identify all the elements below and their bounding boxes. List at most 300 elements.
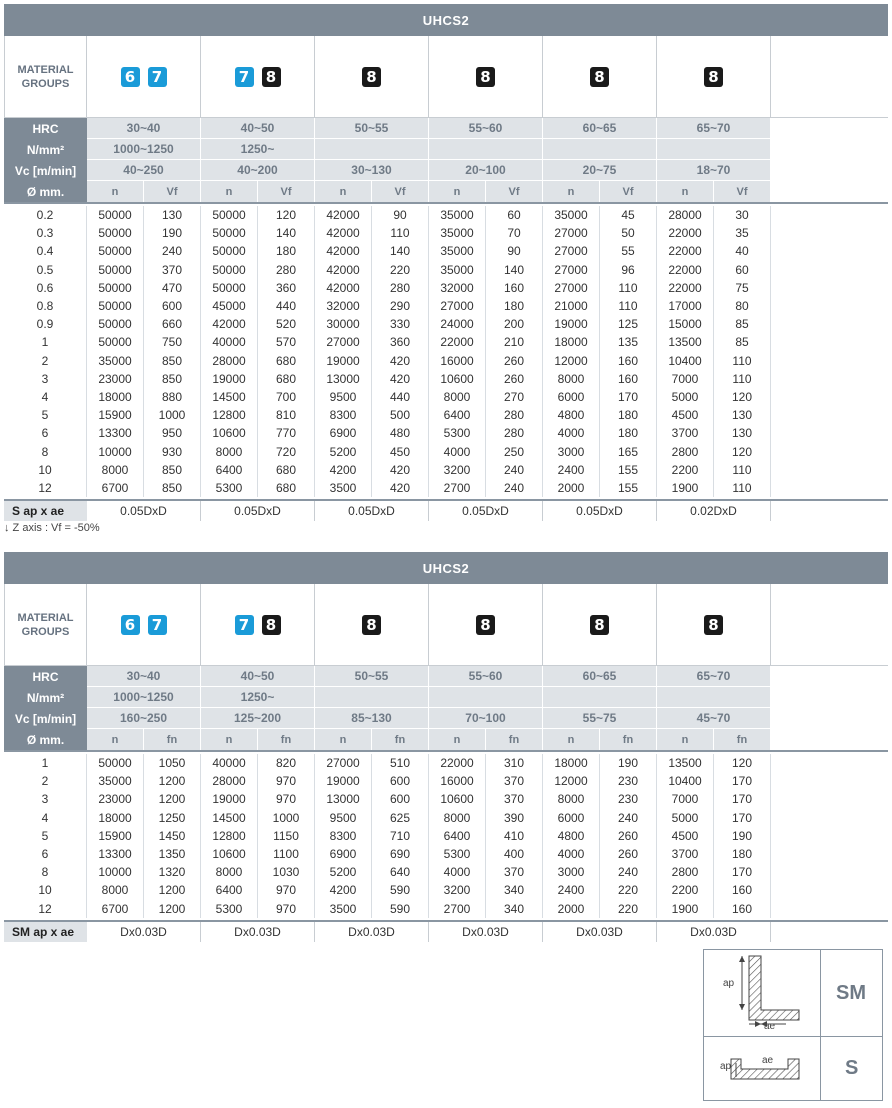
value-cell: 950 <box>144 424 201 442</box>
value-cell: 3200 <box>429 461 486 479</box>
value-cell: 12000 <box>543 352 600 370</box>
subheader-n: n <box>429 181 486 202</box>
value-cell: 14500 <box>201 809 258 827</box>
row-filler <box>771 772 888 790</box>
footer-filler <box>771 501 888 521</box>
value-cell: 280 <box>486 424 543 442</box>
value-cell: 4500 <box>657 827 714 845</box>
value-cell: 10600 <box>429 370 486 388</box>
diameter-cell: 4 <box>4 809 87 827</box>
hrc-row-label: HRC <box>4 118 87 139</box>
row-filler <box>771 754 888 772</box>
value-cell: 170 <box>714 772 771 790</box>
value-cell: 180 <box>600 424 657 442</box>
value-cell: 1200 <box>144 881 201 899</box>
table-row <box>4 297 888 315</box>
value-cell: 3000 <box>543 442 600 460</box>
value-cell: 5300 <box>429 845 486 863</box>
value-cell: 310 <box>486 754 543 772</box>
value-cell: 170 <box>714 790 771 808</box>
value-cell: 240 <box>600 809 657 827</box>
row-filler <box>771 206 888 224</box>
value-cell: 23000 <box>87 790 144 808</box>
value-cell: 50000 <box>87 242 144 260</box>
row-filler <box>771 333 888 351</box>
material-group-badge: 8 <box>704 615 723 635</box>
value-cell: 35000 <box>543 206 600 224</box>
footer-value: 0.05DxD <box>315 501 429 521</box>
value-cell: 190 <box>600 754 657 772</box>
value-cell: 9500 <box>315 388 372 406</box>
row-filler <box>771 352 888 370</box>
value-cell: 240 <box>486 461 543 479</box>
value-cell: 42000 <box>315 279 372 297</box>
value-cell: 27000 <box>543 224 600 242</box>
value-cell: 750 <box>144 333 201 351</box>
header-filler <box>771 36 888 117</box>
material-group-cell <box>543 36 657 117</box>
value-cell: 32000 <box>429 279 486 297</box>
value-cell: 370 <box>486 772 543 790</box>
value-cell: 22000 <box>657 261 714 279</box>
value-cell: 1320 <box>144 863 201 881</box>
value-cell: 850 <box>144 479 201 497</box>
value-cell: 40 <box>714 242 771 260</box>
table-row <box>4 406 888 424</box>
value-cell: 2200 <box>657 461 714 479</box>
value-cell: 160 <box>714 900 771 918</box>
value-cell: 220 <box>372 261 429 279</box>
table-row <box>4 881 888 899</box>
material-group-badge: 8 <box>704 67 723 87</box>
row-filler <box>771 442 888 460</box>
ae-label: ae <box>764 1021 776 1032</box>
diameter-cell: 0.6 <box>4 279 87 297</box>
value-cell: 680 <box>258 352 315 370</box>
value-cell: 15900 <box>87 827 144 845</box>
value-cell: 30 <box>714 206 771 224</box>
subheader-n: n <box>543 181 600 202</box>
value-cell: 21000 <box>543 297 600 315</box>
material-group-cell <box>87 584 201 665</box>
diameter-cell: 5 <box>4 406 87 424</box>
table-row <box>4 790 888 808</box>
value-cell: 50000 <box>87 224 144 242</box>
strength-row-value: 1000~1250 <box>87 139 201 160</box>
value-cell: 19000 <box>201 790 258 808</box>
value-cell: 600 <box>372 790 429 808</box>
subheader-n: n <box>657 181 714 202</box>
value-cell: 450 <box>372 442 429 460</box>
value-cell: 710 <box>372 827 429 845</box>
material-group-cell <box>429 584 543 665</box>
sm-label: SM <box>836 982 866 1004</box>
value-cell: 970 <box>258 790 315 808</box>
value-cell: 85 <box>714 333 771 351</box>
value-cell: 19000 <box>543 315 600 333</box>
value-cell: 1030 <box>258 863 315 881</box>
value-cell: 8300 <box>315 406 372 424</box>
value-cell: 50000 <box>87 754 144 772</box>
value-cell: 410 <box>486 827 543 845</box>
subheader-feed: Vf <box>714 181 771 202</box>
header-filler <box>771 584 888 665</box>
value-cell: 640 <box>372 863 429 881</box>
value-cell: 340 <box>486 900 543 918</box>
value-cell: 5000 <box>657 388 714 406</box>
value-cell: 50000 <box>201 242 258 260</box>
value-cell: 190 <box>714 827 771 845</box>
value-cell: 13500 <box>657 754 714 772</box>
value-cell: 110 <box>372 224 429 242</box>
value-cell: 45 <box>600 206 657 224</box>
value-cell: 390 <box>486 809 543 827</box>
cutting-speed-row-value: 70~100 <box>429 708 543 729</box>
value-cell: 22000 <box>657 279 714 297</box>
strength-row-value: 1000~1250 <box>87 687 201 708</box>
diameter-cell: 8 <box>4 863 87 881</box>
value-cell: 13500 <box>657 333 714 351</box>
subheader-row <box>4 729 888 750</box>
value-cell: 240 <box>486 479 543 497</box>
value-cell: 260 <box>486 352 543 370</box>
value-cell: 3200 <box>429 881 486 899</box>
value-cell: 1100 <box>258 845 315 863</box>
value-cell: 8000 <box>543 370 600 388</box>
value-cell: 210 <box>486 333 543 351</box>
value-cell: 10400 <box>657 352 714 370</box>
value-cell: 680 <box>258 461 315 479</box>
strength-row-value <box>429 139 543 160</box>
value-cell: 440 <box>258 297 315 315</box>
data-rows <box>4 202 888 501</box>
cutting-speed-row-label: Vc [m/min] <box>4 160 87 181</box>
diameter-cell: 10 <box>4 881 87 899</box>
value-cell: 160 <box>600 370 657 388</box>
table-row <box>4 333 888 351</box>
footer-value: 0.05DxD <box>87 501 201 521</box>
value-cell: 510 <box>372 754 429 772</box>
value-cell: 690 <box>372 845 429 863</box>
diameter-cell: 12 <box>4 900 87 918</box>
cutting-speed-row-value: 160~250 <box>87 708 201 729</box>
value-cell: 4800 <box>543 827 600 845</box>
table-row <box>4 772 888 790</box>
value-cell: 50000 <box>201 261 258 279</box>
subheader-feed: Vf <box>144 181 201 202</box>
diameter-cell: 0.3 <box>4 224 87 242</box>
value-cell: 280 <box>372 279 429 297</box>
material-group-badge: 8 <box>476 615 495 635</box>
table-row <box>4 461 888 479</box>
value-cell: 110 <box>714 370 771 388</box>
value-cell: 35000 <box>87 772 144 790</box>
value-cell: 400 <box>486 845 543 863</box>
value-cell: 110 <box>600 297 657 315</box>
value-cell: 4000 <box>429 863 486 881</box>
value-cell: 230 <box>600 790 657 808</box>
row-filler <box>771 809 888 827</box>
value-cell: 120 <box>258 206 315 224</box>
value-cell: 18000 <box>87 809 144 827</box>
value-cell: 230 <box>600 772 657 790</box>
hrc-row <box>4 666 888 687</box>
table-row <box>4 424 888 442</box>
value-cell: 50000 <box>201 224 258 242</box>
value-cell: 40000 <box>201 333 258 351</box>
hrc-row-label: HRC <box>4 666 87 687</box>
value-cell: 360 <box>258 279 315 297</box>
s-label-cell <box>821 1037 883 1101</box>
hrc-row-value: 65~70 <box>657 666 771 687</box>
diameter-cell: 1 <box>4 754 87 772</box>
material-group-cell <box>315 36 429 117</box>
diameter-cell: 2 <box>4 772 87 790</box>
value-cell: 90 <box>486 242 543 260</box>
table-row <box>4 809 888 827</box>
material-group-cell <box>201 36 315 117</box>
value-cell: 10000 <box>87 442 144 460</box>
value-cell: 12800 <box>201 827 258 845</box>
value-cell: 600 <box>144 297 201 315</box>
value-cell: 80 <box>714 297 771 315</box>
subheader-n: n <box>201 729 258 750</box>
value-cell: 4500 <box>657 406 714 424</box>
subheader-feed: fn <box>372 729 429 750</box>
value-cell: 140 <box>258 224 315 242</box>
row-filler <box>771 900 888 918</box>
s-figure-cell <box>704 1037 821 1101</box>
cutting-speed-row-value: 20~100 <box>429 160 543 181</box>
row-filler <box>771 827 888 845</box>
value-cell: 16000 <box>429 772 486 790</box>
value-cell: 6400 <box>201 881 258 899</box>
row-filler <box>771 424 888 442</box>
material-group-badge: 7 <box>148 67 167 87</box>
value-cell: 13300 <box>87 845 144 863</box>
value-cell: 27000 <box>543 261 600 279</box>
value-cell: 720 <box>258 442 315 460</box>
value-cell: 60 <box>486 206 543 224</box>
value-cell: 35000 <box>429 206 486 224</box>
value-cell: 24000 <box>429 315 486 333</box>
diameter-cell: 0.9 <box>4 315 87 333</box>
subheader-n: n <box>87 729 144 750</box>
value-cell: 570 <box>258 333 315 351</box>
table-uhcs2-standard <box>4 4 888 521</box>
row-filler <box>771 881 888 899</box>
value-cell: 820 <box>258 754 315 772</box>
value-cell: 110 <box>714 461 771 479</box>
strength-row-value <box>543 687 657 708</box>
strength-row <box>4 139 888 160</box>
value-cell: 8000 <box>87 461 144 479</box>
value-cell: 850 <box>144 352 201 370</box>
row-filler <box>771 863 888 881</box>
value-cell: 520 <box>258 315 315 333</box>
value-cell: 12000 <box>543 772 600 790</box>
table-row <box>4 388 888 406</box>
material-group-badge: 8 <box>590 615 609 635</box>
value-cell: 240 <box>144 242 201 260</box>
cutting-speed-row-value: 20~75 <box>543 160 657 181</box>
value-cell: 850 <box>144 370 201 388</box>
sm-label-cell <box>821 950 883 1037</box>
value-cell: 4800 <box>543 406 600 424</box>
header-filler <box>771 160 888 181</box>
value-cell: 500 <box>372 406 429 424</box>
header-filler <box>771 118 888 139</box>
value-cell: 27000 <box>315 754 372 772</box>
material-group-badge: 6 <box>121 615 140 635</box>
value-cell: 35 <box>714 224 771 242</box>
value-cell: 17000 <box>657 297 714 315</box>
row-filler <box>771 790 888 808</box>
value-cell: 9500 <box>315 809 372 827</box>
value-cell: 27000 <box>315 333 372 351</box>
value-cell: 110 <box>714 479 771 497</box>
table-row <box>4 224 888 242</box>
subheader-feed: fn <box>258 729 315 750</box>
cutting-speed-row-value: 125~200 <box>201 708 315 729</box>
hrc-row-value: 50~55 <box>315 666 429 687</box>
value-cell: 250 <box>486 442 543 460</box>
strength-row-value <box>657 139 771 160</box>
diameter-cell: 0.4 <box>4 242 87 260</box>
footer-value: Dx0.03D <box>315 922 429 942</box>
hrc-row-value: 55~60 <box>429 118 543 139</box>
value-cell: 3000 <box>543 863 600 881</box>
value-cell: 15900 <box>87 406 144 424</box>
value-cell: 180 <box>486 297 543 315</box>
material-group-badge: 8 <box>262 67 281 87</box>
value-cell: 19000 <box>201 370 258 388</box>
value-cell: 2200 <box>657 881 714 899</box>
row-filler <box>771 406 888 424</box>
material-group-badge: 8 <box>590 67 609 87</box>
subheader-n: n <box>657 729 714 750</box>
value-cell: 470 <box>144 279 201 297</box>
strength-row-label: N/mm² <box>4 687 87 708</box>
value-cell: 6400 <box>429 827 486 845</box>
value-cell: 13300 <box>87 424 144 442</box>
row-filler <box>771 279 888 297</box>
value-cell: 4200 <box>315 881 372 899</box>
value-cell: 155 <box>600 461 657 479</box>
material-group-badge: 6 <box>121 67 140 87</box>
subheader-n: n <box>543 729 600 750</box>
value-cell: 85 <box>714 315 771 333</box>
table-row <box>4 863 888 881</box>
value-cell: 3700 <box>657 845 714 863</box>
value-cell: 75 <box>714 279 771 297</box>
diameter-cell: 10 <box>4 461 87 479</box>
cutting-speed-row <box>4 708 888 729</box>
value-cell: 970 <box>258 881 315 899</box>
row-filler <box>771 242 888 260</box>
value-cell: 125 <box>600 315 657 333</box>
footer-value: 0.02DxD <box>657 501 771 521</box>
subheader-n: n <box>315 729 372 750</box>
diameter-cell: 3 <box>4 370 87 388</box>
table-row <box>4 242 888 260</box>
value-cell: 180 <box>258 242 315 260</box>
value-cell: 1450 <box>144 827 201 845</box>
value-cell: 42000 <box>315 206 372 224</box>
value-cell: 70 <box>486 224 543 242</box>
cutting-speed-row-value: 55~75 <box>543 708 657 729</box>
value-cell: 27000 <box>543 279 600 297</box>
row-filler <box>771 224 888 242</box>
strength-row-value <box>657 687 771 708</box>
sm-cut-icon <box>704 950 821 1037</box>
value-cell: 8000 <box>543 790 600 808</box>
cutting-speed-row-value: 40~200 <box>201 160 315 181</box>
value-cell: 2400 <box>543 881 600 899</box>
strength-row-value <box>543 139 657 160</box>
diameter-cell: 0.8 <box>4 297 87 315</box>
value-cell: 5300 <box>201 900 258 918</box>
value-cell: 15000 <box>657 315 714 333</box>
value-cell: 270 <box>486 388 543 406</box>
value-cell: 5300 <box>201 479 258 497</box>
value-cell: 1000 <box>258 809 315 827</box>
value-cell: 50000 <box>87 297 144 315</box>
header-filler <box>771 687 888 708</box>
material-group-cell <box>87 36 201 117</box>
material-group-cell <box>543 584 657 665</box>
material-groups-row <box>4 584 888 666</box>
value-cell: 165 <box>600 442 657 460</box>
value-cell: 8000 <box>429 809 486 827</box>
value-cell: 60 <box>714 261 771 279</box>
value-cell: 590 <box>372 900 429 918</box>
value-cell: 5300 <box>429 424 486 442</box>
value-cell: 110 <box>714 352 771 370</box>
material-group-cell <box>657 584 771 665</box>
row-filler <box>771 845 888 863</box>
value-cell: 6000 <box>543 388 600 406</box>
value-cell: 260 <box>486 370 543 388</box>
material-groups-label: MATERIAL GROUPS <box>4 36 87 117</box>
value-cell: 180 <box>600 406 657 424</box>
value-cell: 1350 <box>144 845 201 863</box>
value-cell: 200 <box>486 315 543 333</box>
value-cell: 190 <box>144 224 201 242</box>
value-cell: 23000 <box>87 370 144 388</box>
value-cell: 2000 <box>543 479 600 497</box>
value-cell: 680 <box>258 370 315 388</box>
table-row <box>4 370 888 388</box>
table-row <box>4 900 888 918</box>
value-cell: 330 <box>372 315 429 333</box>
value-cell: 440 <box>372 388 429 406</box>
header-filler <box>771 708 888 729</box>
header-filler <box>771 666 888 687</box>
value-cell: 220 <box>600 900 657 918</box>
row-filler <box>771 261 888 279</box>
value-cell: 10400 <box>657 772 714 790</box>
value-cell: 96 <box>600 261 657 279</box>
row-filler <box>771 370 888 388</box>
value-cell: 28000 <box>201 772 258 790</box>
strength-row-value <box>315 687 429 708</box>
value-cell: 4000 <box>429 442 486 460</box>
table-row <box>4 352 888 370</box>
strength-row-value: 1250~ <box>201 687 315 708</box>
value-cell: 3500 <box>315 479 372 497</box>
value-cell: 6000 <box>543 809 600 827</box>
